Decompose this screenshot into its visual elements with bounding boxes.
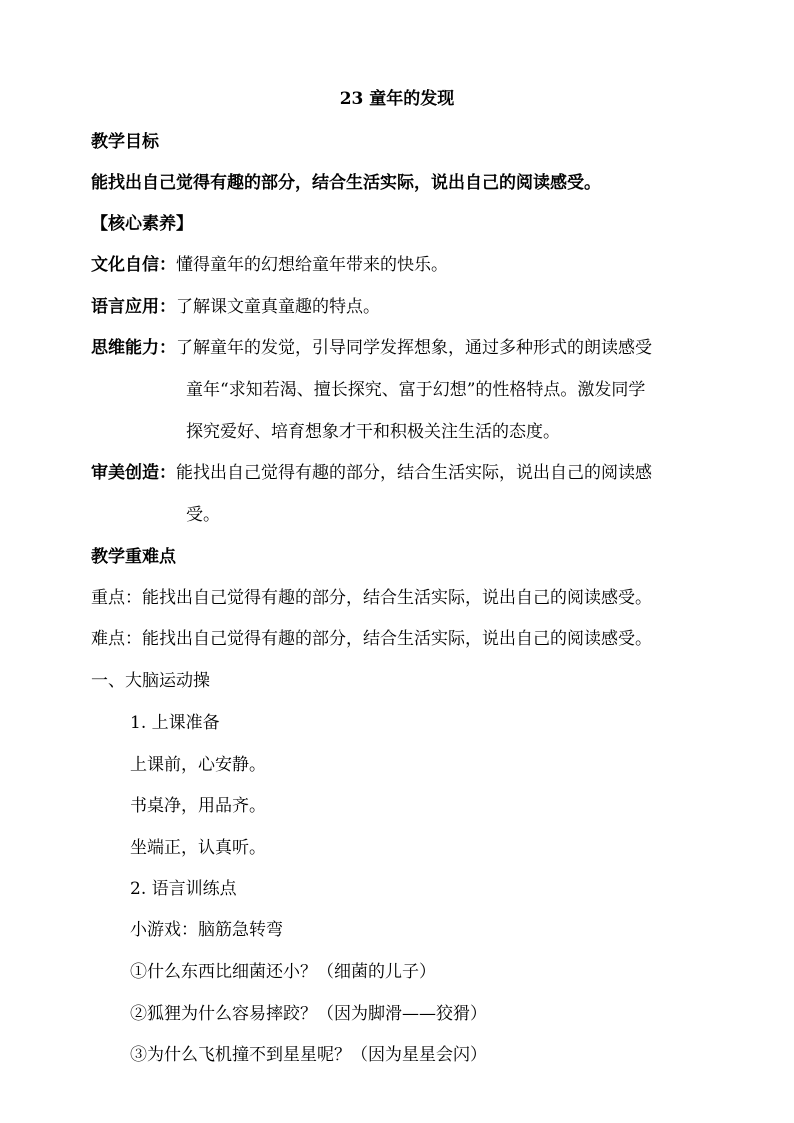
core-literacy-heading: 【核心素养】 — [91, 214, 193, 234]
literacy-label: 文化自信： — [91, 255, 176, 275]
key-point: 重点：能找出自己觉得有趣的部分，结合生活实际，说出自己的阅读感受。 — [91, 588, 652, 608]
riddle-item: ②狐狸为什么容易摔跤？（因为脚滑——狡猾） — [130, 1004, 487, 1024]
objectives-heading: 教学目标 — [91, 132, 159, 152]
page-title: 23 童年的发现 — [339, 89, 455, 109]
literacy-item-aesthetic — [91, 462, 652, 484]
list-item: 上课前，心安静。 — [130, 755, 266, 775]
sub2-heading: 2. 语言训练点 — [130, 879, 237, 899]
riddle-item: ①什么东西比细菌还小？（细菌的儿子） — [130, 962, 436, 982]
game-title: 小游戏：脑筋急转弯 — [130, 920, 283, 940]
literacy-text: 能找出自己觉得有趣的部分，结合生活实际，说出自己的阅读感 — [176, 463, 652, 483]
literacy-aesthetic-cont1: 受。 — [186, 505, 220, 525]
literacy-item-culture — [91, 254, 448, 276]
literacy-thinking-cont1: 童年“求知若渴、擅长探究、富于幻想”的性格特点。激发同学 — [186, 380, 646, 400]
literacy-label: 思维能力： — [91, 338, 176, 358]
difficult-point: 难点：能找出自己觉得有趣的部分，结合生活实际，说出自己的阅读感受。 — [91, 629, 652, 649]
literacy-text: 了解童年的发觉，引导同学发挥想象，通过多种形式的朗读感受 — [176, 338, 652, 358]
objectives-main: 能找出自己觉得有趣的部分，结合生活实际，说出自己的阅读感受。 — [91, 173, 601, 193]
literacy-item-thinking — [91, 337, 652, 359]
literacy-text: 了解课文童真童趣的特点。 — [176, 297, 380, 317]
section1-heading: 一、大脑运动操 — [91, 671, 210, 691]
riddle-item: ③为什么飞机撞不到星星呢？（因为星星会闪） — [130, 1045, 487, 1065]
key-points-heading: 教学重难点 — [91, 547, 176, 567]
literacy-item-language — [91, 296, 380, 318]
list-item: 书桌净，用品齐。 — [130, 796, 266, 816]
literacy-label: 审美创造： — [91, 463, 176, 483]
literacy-text: 懂得童年的幻想给童年带来的快乐。 — [176, 255, 448, 275]
literacy-label: 语言应用： — [91, 297, 176, 317]
literacy-thinking-cont2: 探究爱好、培育想象才干和积极关注生活的态度。 — [186, 422, 560, 442]
list-item: 坐端正，认真听。 — [130, 838, 266, 858]
sub1-heading: 1. 上课准备 — [130, 713, 220, 733]
